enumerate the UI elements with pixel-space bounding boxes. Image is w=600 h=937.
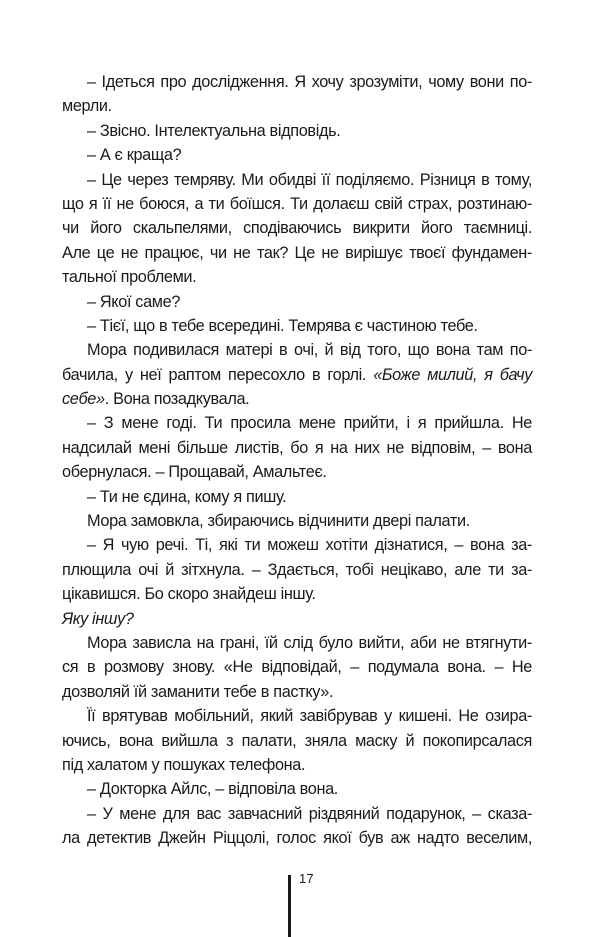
text-line	[62, 314, 532, 338]
text-segment: – Якої саме?	[87, 292, 181, 311]
text-segment: ючись, вона вийшла з палати, зняла маску й покопирсалася	[62, 731, 532, 750]
text-line	[62, 485, 532, 509]
text-segment: тальної проблеми.	[62, 268, 197, 287]
text-line	[62, 753, 532, 777]
text-segment: Мора зависла на грані, їй слід було вийти, аби не втягнути-	[87, 633, 532, 652]
text-line	[62, 338, 532, 362]
text-segment: ла детектив Джейн Ріццолі, голос якої був аж надто веселим,	[62, 829, 532, 848]
text-line	[62, 387, 532, 411]
text-segment: бачила, у неї раптом пересохло в горлі.	[62, 365, 374, 384]
text-line	[62, 533, 532, 557]
text-segment: Мора замовкла, збираючись відчинити двері палати.	[87, 512, 470, 531]
text-segment: – Звісно. Інтелектуальна відповідь.	[87, 121, 341, 140]
text-segment: – У мене для вас завчасний різдвяний подарунок, – сказа-	[87, 804, 532, 823]
text-segment-italic: Яку іншу?	[62, 609, 134, 628]
text-line	[62, 655, 532, 679]
text-segment: чи його скальпелями, сподіваючись викрити його таємниці.	[62, 219, 532, 238]
text-line	[62, 631, 532, 655]
text-line	[62, 436, 532, 460]
text-segment: цікавишся. Бо скоро знайдеш іншу.	[62, 585, 316, 604]
text-line	[62, 363, 532, 387]
text-segment: надсилай мені більше листів, бо я на них не відповім, – вона	[62, 438, 532, 457]
text-line	[62, 777, 532, 801]
text-line	[62, 729, 532, 753]
text-segment: обернулася. – Прощавай, Амальтеє.	[62, 463, 327, 482]
text-segment: Але це не працює, чи не так? Це не вирішує твоєї фундамен-	[62, 243, 532, 262]
text-line	[62, 704, 532, 728]
text-line	[62, 119, 532, 143]
text-segment-italic: «Боже милий, я бачу	[373, 365, 532, 384]
text-segment: – Це через темряву. Ми обидві її поділяємо. Різниця в тому,	[87, 170, 532, 189]
text-segment: Її врятував мобільний, який завібрував у кишені. Не озира-	[87, 707, 532, 726]
text-segment: – А є краща?	[87, 146, 182, 165]
text-line	[62, 94, 532, 118]
text-line	[62, 509, 532, 533]
text-line	[62, 411, 532, 435]
text-line	[62, 143, 532, 167]
text-line	[62, 192, 532, 216]
text-segment: ся в розмову знову. «Не відповідай, – подумала вона. – Не	[62, 658, 532, 677]
text-line	[62, 607, 532, 631]
text-segment: мерли.	[62, 97, 112, 116]
text-line	[62, 680, 532, 704]
text-line	[62, 241, 532, 265]
page-number: 17	[299, 871, 314, 886]
footer-divider	[288, 875, 291, 937]
text-segment: – Тієї, що в тебе всередині. Темрява є частиною тебе.	[87, 316, 478, 335]
text-line	[62, 168, 532, 192]
page-body	[62, 70, 532, 851]
text-line	[62, 802, 532, 826]
text-segment: під халатом у пошуках телефона.	[62, 755, 306, 774]
text-segment: – З мене годі. Ти просила мене прийти, і я прийшла. Не	[87, 414, 532, 433]
text-segment: . Вона позадкувала.	[104, 390, 250, 409]
text-line	[62, 290, 532, 314]
text-segment: дозволяй їй заманити тебе в пастку».	[62, 682, 334, 701]
text-line	[62, 582, 532, 606]
text-line	[62, 460, 532, 484]
text-line	[62, 558, 532, 582]
text-segment: – Я чую речі. Ті, які ти можеш хотіти дізнатися, – вона за-	[87, 536, 532, 555]
text-segment: – Ти не єдина, кому я пишу.	[87, 487, 287, 506]
text-line	[62, 70, 532, 94]
text-line	[62, 265, 532, 289]
text-line	[62, 826, 532, 850]
text-segment: Мора подивилася матері в очі, й від того, що вона там по-	[87, 341, 532, 360]
text-segment: – Ідеться про дослідження. Я хочу зрозуміти, чому вони по-	[87, 73, 532, 91]
text-segment: плющила очі й зітхнула. – Здається, тобі нецікаво, але ти за-	[62, 560, 532, 579]
text-segment: – Докторка Айлс, – відповіла вона.	[87, 780, 338, 799]
text-segment-italic: себе»	[62, 390, 105, 409]
text-line	[62, 216, 532, 240]
text-segment: що я її не боюся, а ти боїшся. Ти долаєш свій страх, розтинаю-	[62, 194, 532, 213]
